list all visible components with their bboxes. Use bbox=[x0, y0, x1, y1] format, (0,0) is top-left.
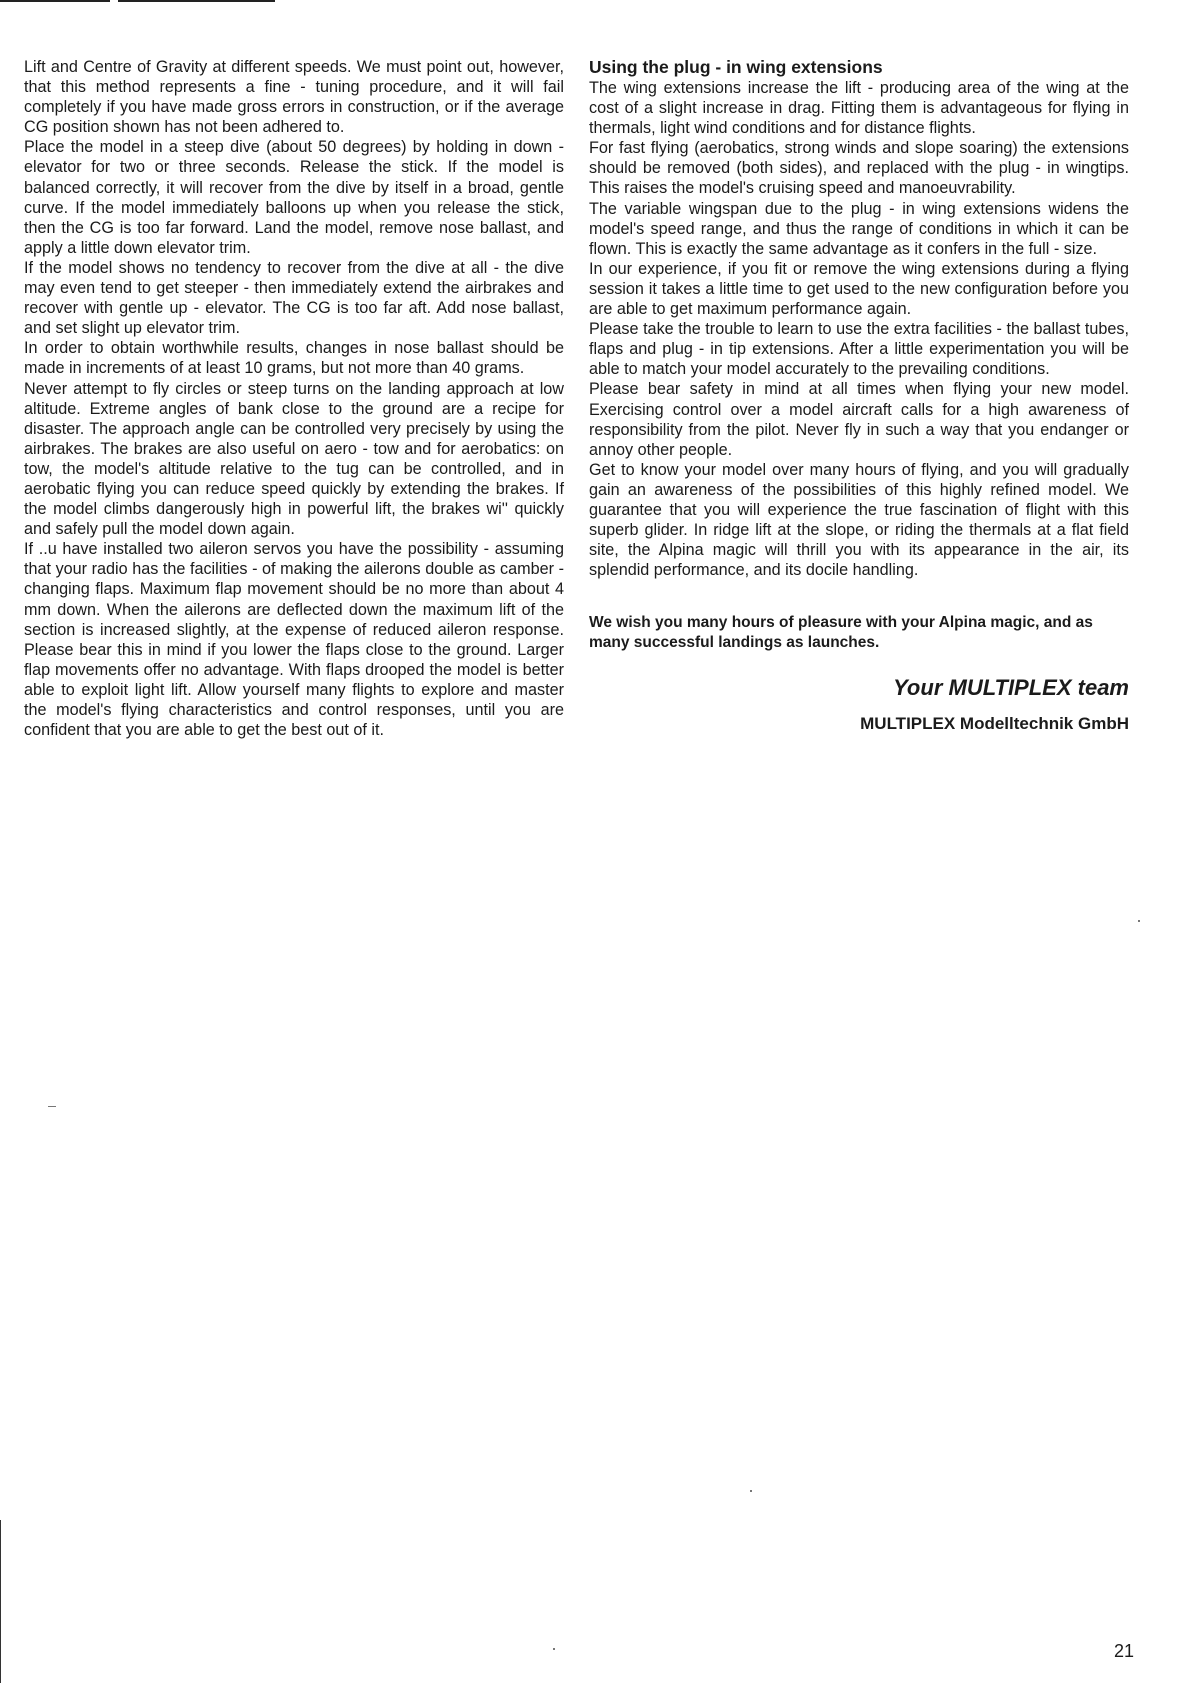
left-column bbox=[24, 57, 564, 740]
left-paragraph-1: Lift and Centre of Gravity at different speeds. We must point out, however, that this method represents a fine - tuning procedure, and it will fail completely if you have made gross errors in construction, or if the average CG position shown has not been adhered to. bbox=[24, 58, 564, 137]
right-paragraph-6: Please bear safety in mind at all times when flying your new model. Exercising control over a model aircraft calls for a high awareness of responsibility from the pilot. Never fly in such a way that you endanger or annoy other people. bbox=[589, 380, 1129, 459]
right-paragraph-5: Please take the trouble to learn to use the extra facilities - the ballast tubes, flaps and plug - in tip extensions. After a little experimentation you will be able to match your model accurately to the prevailing conditions. bbox=[589, 320, 1129, 379]
top-rule-gap bbox=[110, 0, 118, 2]
closing-wish: We wish you many hours of pleasure with your Alpina magic, and as many successful landings as launches. bbox=[589, 614, 1093, 652]
left-paragraph-3: If the model shows no tendency to recover from the dive at all - the dive may even tend to get steeper - then immediately extend the airbrakes and recover with gentle up - elevator. The CG is too far aft. Add nose ballast, and set slight up elevator trim. bbox=[24, 258, 564, 338]
left-paragraph-4: In order to obtain worthwhile results, changes in nose ballast should be made in increments of at least 10 grams, but not more than 40 grams. bbox=[24, 339, 564, 378]
page-number: 21 bbox=[1113, 1641, 1134, 1661]
right-column bbox=[589, 57, 1129, 735]
left-paragraph-6: If ..u have installed two aileron servos you have the possibility - assuming that your radio has the facilities - of making the ailerons double as camber - changing flaps. Maximum flap movement should be no more than about 4 mm down. When the ailerons are deflected down the maximum lift of the section is increased slightly, at the expense of reduced aileron response. Please bear this in mind if you lower the flaps close to the ground. Larger flap movements offer no advantage. With flaps drooped the model is better able to exploit light lift. Allow yourself many flights to explore and master the model's flying characteristics and control responses, until you are confident that you are able to get the best out of it. bbox=[24, 540, 564, 740]
company-name: MULTIPLEX Modelltechnik GmbH bbox=[860, 714, 1129, 734]
right-paragraph-7: Get to know your model over many hours of flying, and you will gradually gain an awareness of the possibilities of this highly refined model. We guarantee that you will experience the true fascination of flight with this superb glider. In ridge lift at the slope, or riding the thermals at a flat field site, the Alpina magic will thrill you with its appearance in the air, its splendid performance, and its docile handling. bbox=[589, 460, 1129, 580]
top-rule bbox=[0, 0, 275, 2]
right-paragraph-3: The variable wingspan due to the plug - in wing extensions widens the model's speed range, and thus the range of conditions in which it can be flown. This is exactly the same advantage as it confers in the full - size. bbox=[589, 199, 1129, 258]
left-paragraph-5: Never attempt to fly circles or steep turns on the landing approach at low altitude. Extreme angles of bank close to the ground are a recipe for disaster. The approach angle can be controlled very precisely by using the airbrakes. The brakes are also useful on aero - tow and for aerobatics: on tow, the model's altitude relative to the tug can be controlled, and in aerobatic flying you can reduce speed quickly by extending the brakes. If the model climbs dangerously high in powerful lift, the brakes wi'' quickly and safely pull the model down again. bbox=[24, 379, 564, 539]
left-margin-line bbox=[0, 1520, 1, 1683]
section-heading: Using the plug - in wing extensions bbox=[589, 57, 883, 77]
right-paragraph-4: In our experience, if you fit or remove the wing extensions during a flying session it takes a little time to get used to the new configuration before you are able to get maximum performance again. bbox=[589, 259, 1129, 319]
right-paragraph-2: For fast flying (aerobatics, strong winds and slope soaring) the extensions should be removed (both sides), and replaced with the plug - in wingtips. This raises the model's cruising speed and manoeuvrability. bbox=[589, 139, 1129, 198]
team-signature: Your MULTIPLEX team bbox=[893, 675, 1129, 701]
scan-speck bbox=[553, 1648, 555, 1650]
right-paragraph-1: The wing extensions increase the lift - producing area of the wing at the cost of a slight increase in drag. Fitting them is advantageous for flying in thermals, light wind conditions and for distance flights. bbox=[589, 79, 1129, 138]
left-paragraph-2: Place the model in a steep dive (about 50 degrees) by holding in down - elevator for two or three seconds. Release the stick. If the model is balanced correctly, it will recover from the dive by itself in a broad, gentle curve. If the model immediately balloons up when you release the stick, then the CG is too far forward. Land the model, remove nose ballast, and apply a little down elevator trim. bbox=[24, 138, 564, 257]
scan-speck bbox=[48, 1106, 56, 1107]
scan-speck bbox=[1138, 920, 1140, 922]
scan-speck bbox=[750, 1490, 752, 1492]
